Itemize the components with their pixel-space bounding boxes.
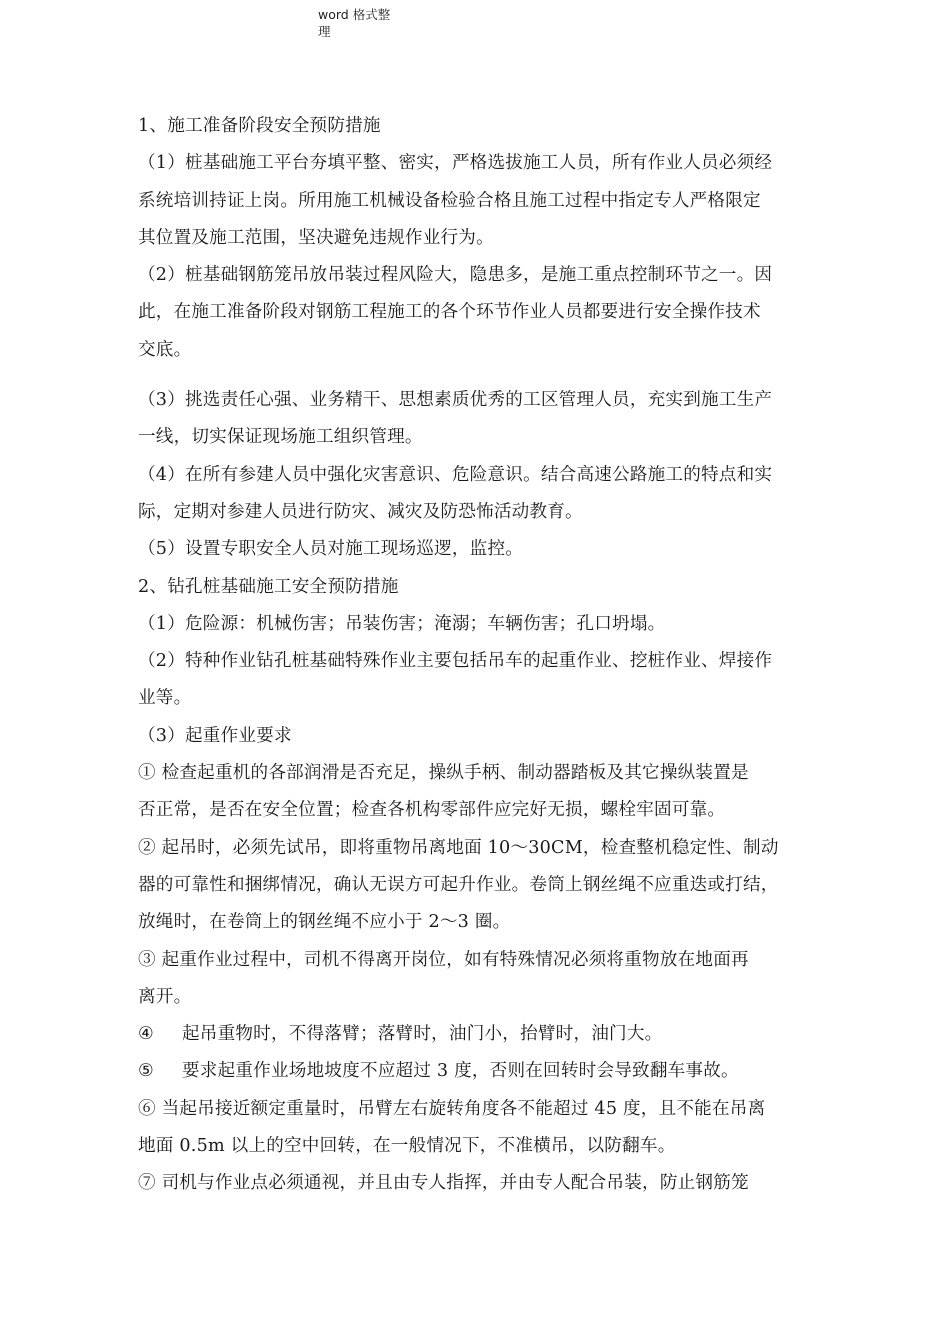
paragraph-line: （1）危险源：机械伤害；吊装伤害；淹溺；车辆伤害；孔口坍塌。 (138, 613, 666, 634)
requirement-line: ⑦ 司机与作业点必须通视，并且由专人指挥，并由专人配合吊装，防止钢筋笼 (138, 1173, 749, 1194)
header-line-2: 理 (318, 24, 331, 39)
requirement-line: 否正常，是否在安全位置；检查各机构零部件应完好无损，螺栓牢固可靠。 (138, 800, 726, 821)
page-header (318, 6, 390, 40)
paragraph-line: （2）桩基础钢筋笼吊放吊装过程风险大，隐患多，是施工重点控制环节之一。因 (138, 265, 773, 286)
paragraph-spacer (138, 369, 838, 382)
header-line-1: word 格式整 (318, 7, 391, 22)
requirement-line (138, 1016, 838, 1053)
paragraph-line: （4）在所有参建人员中强化灾害意识、危险意识。结合高速公路施工的特点和实 (138, 464, 773, 485)
list-number: ④ (138, 1024, 154, 1045)
requirement-line (138, 1053, 838, 1090)
requirement-line: ⑥ 当起吊接近额定重量时，吊臂左右旋转角度各不能超过 45 度，且不能在吊离 (138, 1098, 766, 1119)
paragraph-line: 交底。 (138, 339, 192, 360)
paragraph-line: 系统培训持证上岗。所用施工机械设备检验合格且施工过程中指定专人严格限定 (138, 190, 761, 211)
list-text: 要求起重作业场地坡度不应超过 3 度，否则在回转时会导致翻车事故。 (182, 1061, 739, 1082)
requirement-line: 放绳时，在卷筒上的钢丝绳不应小于 2～3 圈。 (138, 912, 511, 933)
paragraph-line: （2）特种作业钻孔桩基础特殊作业主要包括吊车的起重作业、挖桩作业、焊接作 (138, 651, 773, 672)
requirement-line: 离开。 (138, 986, 192, 1007)
paragraph-line: 此，在施工准备阶段对钢筋工程施工的各个环节作业人员都要进行安全操作技术 (138, 302, 761, 323)
requirement-line: ① 检查起重机的各部润滑是否充足，操纵手柄、制动器踏板及其它操纵装置是 (138, 763, 749, 784)
paragraph-line: （3）起重作业要求 (138, 725, 292, 746)
requirement-line: ③ 起重作业过程中，司机不得离开岗位，如有特殊情况必须将重物放在地面再 (138, 949, 749, 970)
list-text: 起吊重物时，不得落臂；落臂时，油门小，抬臂时，油门大。 (182, 1024, 663, 1045)
section-2-heading: 2、钻孔桩基础施工安全预防措施 (138, 576, 399, 597)
paragraph-line: 际，定期对参建人员进行防灾、减灾及防恐怖活动教育。 (138, 501, 583, 522)
section-1-heading: 1、施工准备阶段安全预防措施 (138, 116, 381, 136)
document-body (138, 108, 838, 1203)
paragraph-line: 业等。 (138, 688, 192, 709)
list-number: ⑤ (138, 1061, 154, 1082)
paragraph-line: （1）桩基础施工平台夯填平整、密实，严格选拔施工人员，所有作业人员必须经 (138, 153, 773, 174)
requirement-line: 地面 0.5m 以上的空中回转，在一般情况下，不准横吊，以防翻车。 (138, 1136, 676, 1157)
requirement-line: 器的可靠性和捆绑情况，确认无误方可起升作业。卷筒上钢丝绳不应重迭或打结， (138, 874, 779, 895)
paragraph-line: 一线，切实保证现场施工组织管理。 (138, 427, 423, 448)
paragraph-line: （3）挑选责任心强、业务精干、思想素质优秀的工区管理人员，充实到施工生产 (138, 390, 773, 411)
requirement-line: ② 起吊时，必须先试吊，即将重物吊离地面 10～30CM，检查整机稳定性、制动 (138, 837, 779, 858)
paragraph-line: 其位置及施工范围，坚决避免违规作业行为。 (138, 227, 494, 248)
paragraph-line: （5）设置专职安全人员对施工现场巡逻，监控。 (138, 539, 524, 560)
